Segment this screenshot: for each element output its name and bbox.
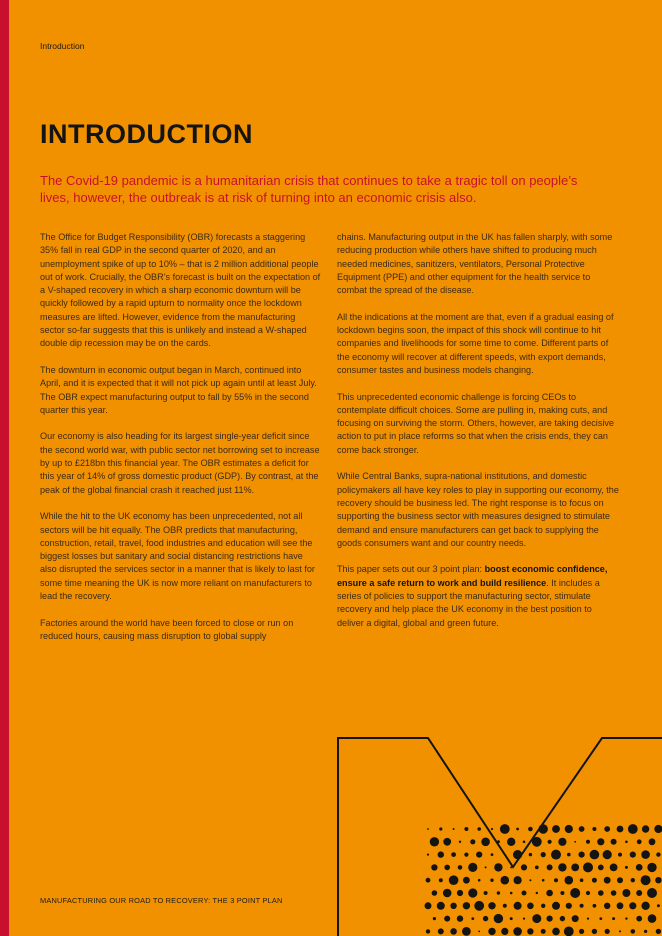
halftone-dot — [481, 838, 490, 847]
halftone-dot — [542, 879, 545, 882]
halftone-dots — [425, 824, 662, 936]
halftone-dot — [485, 866, 487, 868]
halftone-dot — [617, 877, 623, 883]
halftone-dot — [560, 891, 564, 895]
halftone-dot — [546, 890, 553, 897]
body-paragraph: While Central Banks, supra-national institutions, and domestic policymakers all have key roles to play in supporting our economy, the recovery should be business led. The right response is to focus on supporting the business sector with measures designed to stimulate demand and ensure manufacturers can get back to supplying the goods consumers want and our country needs. — [337, 471, 619, 548]
halftone-dot — [631, 929, 636, 934]
halftone-dot — [552, 902, 560, 910]
halftone-dot — [483, 916, 488, 921]
halftone-dot — [625, 917, 627, 919]
halftone-dot — [516, 828, 519, 831]
halftone-dot — [547, 864, 553, 870]
halftone-dot — [484, 891, 488, 895]
halftone-dot — [583, 862, 593, 872]
halftone-dot — [604, 903, 610, 909]
halftone-dot — [541, 852, 546, 857]
halftone-dot — [648, 914, 657, 923]
halftone-dot — [628, 824, 638, 834]
body-paragraph: This unprecedented economic challenge is forcing CEOs to contemplate difficult choices. Some are pulling in, making cuts, and focusing on surviving the storm. Others, however, are taking decisive action to put in place reforms so that when the crisis ends, they can come back stronger. — [337, 391, 614, 455]
halftone-dot — [462, 927, 471, 936]
halftone-dot — [497, 840, 500, 843]
halftone-dot — [579, 826, 585, 832]
halftone-dot — [572, 915, 579, 922]
halftone-dot — [571, 864, 579, 872]
body-paragraph: The Office for Budget Responsibility (OBR) forecasts a staggering 35% fall in real GDP in the second quarter of 2020, and an unemployment spike of up to 10% – that is 2 million additional people out of work. Crucially, the OBR’s forecast is built on the expectation of a V-shaped recovery in which a sharp economic downturn will be quickly followed by a rapid upturn to normality once the lockdown measures are lifted. However, evidence from the manufacturing sector so-far suggests that this is unlikely and instead a W-shaped double dip recession may be on the cards. — [40, 232, 321, 349]
halftone-dot — [490, 879, 493, 882]
halftone-dot — [528, 827, 533, 832]
halftone-dot — [592, 929, 597, 934]
halftone-dot — [604, 877, 611, 884]
halftone-dot — [503, 904, 507, 908]
halftone-dot — [529, 879, 531, 881]
halftone-dot — [604, 826, 610, 832]
halftone-dot — [564, 927, 574, 936]
plan-rest-text: . It includes a series of policies to support the manufacturing sector, stimulate recovery and help place the UK economy in the best position to deliver a digital, global and green future. — [337, 577, 600, 628]
halftone-dot — [514, 902, 522, 910]
halftone-dot — [599, 917, 602, 920]
halftone-dot — [491, 828, 493, 830]
halftone-dot — [647, 888, 657, 898]
halftone-dot — [431, 864, 437, 870]
halftone-dot — [554, 878, 558, 882]
halftone-dot — [618, 853, 622, 857]
halftone-dot — [510, 917, 513, 920]
halftone-dot — [636, 890, 642, 896]
three-point-plan-paragraph — [337, 563, 619, 629]
halftone-dot — [654, 825, 662, 833]
halftone-dot — [507, 838, 515, 846]
halftone-dot — [430, 837, 439, 846]
halftone-dot — [625, 841, 628, 844]
page-title: INTRODUCTION — [40, 119, 253, 149]
halftone-dot — [523, 841, 526, 844]
halftone-dot — [527, 903, 534, 910]
halftone-dot — [504, 854, 506, 856]
halftone-dot — [438, 928, 444, 934]
halftone-dot — [463, 877, 470, 884]
halftone-dot — [527, 928, 533, 934]
halftone-dot — [565, 825, 573, 833]
body-paragraph: Factories around the world have been forced to close or run on reduced hours, causing mass disruption to global supply — [40, 617, 294, 641]
halftone-dot — [470, 839, 475, 844]
page-footer: MANUFACTURING OUR ROAD TO RECOVERY: THE 3 POINT PLAN — [40, 896, 283, 905]
halftone-dot — [586, 840, 590, 844]
halftone-dot — [426, 929, 430, 933]
halftone-dot — [425, 902, 432, 909]
halftone-dot — [478, 879, 481, 882]
halftone-dot — [657, 904, 660, 907]
halftone-dot — [552, 928, 560, 936]
halftone-dot — [478, 931, 480, 933]
halftone-dot — [514, 876, 522, 884]
halftone-dot — [566, 903, 572, 909]
halftone-dot — [477, 827, 481, 831]
halftone-dot — [641, 902, 649, 910]
halftone-dot — [439, 827, 442, 830]
plan-intro-text: This paper sets out our 3 point plan: — [337, 564, 485, 575]
halftone-dot — [439, 878, 443, 882]
halftone-dot — [558, 838, 566, 846]
halftone-dot — [450, 903, 456, 909]
halftone-dot — [464, 853, 468, 857]
halftone-dot — [570, 888, 580, 898]
halftone-dot — [592, 827, 596, 831]
halftone-dot — [617, 902, 624, 909]
halftone-dot — [630, 852, 636, 858]
halftone-dot — [636, 864, 643, 871]
halftone-dot — [611, 890, 617, 896]
halftone-dot — [488, 902, 495, 909]
halftone-dot — [629, 902, 636, 909]
halftone-dot — [427, 828, 429, 830]
halftone-dot — [433, 917, 436, 920]
halftone-dot — [565, 876, 574, 885]
halftone-dot — [523, 918, 525, 920]
halftone-dot — [637, 839, 642, 844]
halftone-dot — [476, 852, 482, 858]
halftone-dot — [617, 826, 624, 833]
halftone-dot — [468, 863, 477, 872]
halftone-dot — [464, 827, 468, 831]
body-paragraph: While the hit to the UK economy has been unprecedented, not all sectors will be hit equally. The OBR predicts that manufacturing, construction, retail, travel, food industries and education will see the biggest losses but sanitary and social distancing restrictions have also disrupted the services sector in a manner that is likely to last for some time meaning the UK is now more reliant on manufacturers to lead the recovery. — [40, 511, 315, 602]
halftone-dot — [641, 875, 651, 885]
halftone-dot — [593, 904, 597, 908]
halftone-dot — [497, 891, 500, 894]
left-accent-bar — [0, 0, 9, 936]
halftone-dot — [532, 914, 541, 923]
halftone-dot — [644, 930, 647, 933]
halftone-dot — [450, 928, 457, 935]
halftone-dot — [536, 892, 538, 894]
halftone-dot — [510, 866, 512, 868]
halftone-dot — [426, 878, 431, 883]
halftone-dot — [622, 889, 630, 897]
halftone-dot — [625, 866, 628, 869]
halftone-dot — [437, 902, 445, 910]
halftone-dot — [513, 850, 522, 859]
halftone-dot — [610, 864, 618, 872]
halftone-dot — [427, 854, 429, 856]
halftone-dot — [567, 853, 571, 857]
halftone-dot — [529, 853, 532, 856]
halftone-dot — [560, 916, 565, 921]
halftone-dot — [603, 850, 612, 859]
halftone-dot — [501, 928, 508, 935]
halftone-dot — [522, 891, 527, 896]
halftone-dot — [541, 929, 546, 934]
halftone-dot — [513, 927, 522, 936]
halftone-dot — [547, 916, 553, 922]
halftone-dot — [656, 929, 661, 934]
halftone-dot — [494, 863, 502, 871]
halftone-dot — [500, 824, 510, 834]
halftone-dot — [605, 929, 610, 934]
halftone-dot — [611, 839, 617, 845]
m-logo-outline — [338, 738, 662, 936]
halftone-dot — [597, 838, 604, 845]
halftone-dot — [579, 929, 584, 934]
left-column — [40, 231, 322, 657]
halftone-dot — [649, 838, 656, 845]
halftone-dot — [458, 865, 463, 870]
halftone-dot — [451, 852, 456, 857]
halftone-dot — [474, 901, 484, 911]
halftone-dot — [656, 852, 660, 856]
running-header: Introduction — [40, 41, 85, 51]
halftone-dot — [551, 850, 561, 860]
halftone-dot — [459, 841, 461, 843]
halftone-dot — [444, 916, 450, 922]
halftone-dot — [647, 863, 656, 872]
halftone-dot — [580, 904, 584, 908]
halftone-dot — [535, 866, 539, 870]
halftone-dot — [532, 837, 542, 847]
lead-paragraph: The Covid-19 pandemic is a humanitarian crisis that continues to take a tragic toll on people’s lives, however, the outbreak is at risk of turning into an economic crisis also. — [40, 173, 578, 205]
halftone-dot — [491, 853, 494, 856]
halftone-dot — [631, 878, 635, 882]
halftone-dot — [443, 889, 452, 898]
halftone-dot — [574, 841, 576, 843]
halftone-dot — [438, 851, 444, 857]
halftone-dot — [432, 890, 438, 896]
m-logo-decoration — [330, 730, 662, 936]
halftone-dot — [592, 878, 597, 883]
halftone-dot — [641, 850, 650, 859]
halftone-dot — [552, 825, 560, 833]
halftone-dot — [587, 918, 589, 920]
halftone-dot — [463, 902, 470, 909]
halftone-dot — [444, 865, 450, 871]
halftone-dot — [471, 917, 474, 920]
halftone-dot — [457, 890, 463, 896]
halftone-dot — [494, 914, 503, 923]
body-paragraph: Our economy is also heading for its largest single-year deficit since the second world war, with public sector net borrowing set to increase by up to £218bn this financial year. The OBR estimates a deficit for this year of 14% of gross domestic product (GDP). By contrast, at the peak of the global financial crash it reached just 11%. — [40, 431, 320, 495]
plan-highlight-text: boost economic confidence, ensure a safe return to work and build resilience — [337, 564, 608, 588]
halftone-dot — [501, 876, 510, 885]
halftone-dot — [468, 888, 477, 897]
halftone-dot — [598, 890, 604, 896]
halftone-dot — [449, 875, 459, 885]
halftone-dot — [558, 863, 566, 871]
halftone-dot — [579, 852, 585, 858]
halftone-dot — [453, 828, 455, 830]
halftone-dot — [636, 916, 642, 922]
halftone-dot — [548, 840, 552, 844]
halftone-dot — [619, 930, 621, 932]
body-paragraph: All the indications at the moment are that, even if a gradual easing of lockdown begins soon, the impact of this shock will continue to hit companies and livelihoods for some time to come. Different parts of the economy will recover at different speeds, with export demands, consumer tastes and business models changing. — [337, 311, 614, 375]
halftone-dot — [598, 865, 604, 871]
right-column — [337, 231, 619, 643]
halftone-dot — [541, 904, 545, 908]
body-paragraph: The downturn in economic output began in March, continued into April, and it is expected that it will not pick up again until at least July. The OBR expect manufacturing output to fall by 55% in the second quarter this year. — [40, 364, 317, 415]
halftone-dot — [655, 877, 661, 883]
body-paragraph: chains. Manufacturing output in the UK has fallen sharply, with some reducing production while others have shifted to producing much needed medicines, sanitizers, ventilators, Personal Protective Equipment (PPE) and other equipment for the health service to combat the spread of the disease. — [337, 232, 613, 296]
halftone-dot — [443, 838, 451, 846]
halftone-dot — [457, 915, 463, 921]
halftone-dot — [612, 917, 615, 920]
halftone-dot — [539, 824, 548, 833]
halftone-dot — [590, 850, 600, 860]
halftone-dot — [521, 864, 527, 870]
halftone-dot — [580, 878, 584, 882]
halftone-dot — [488, 928, 495, 935]
halftone-dot — [586, 891, 590, 895]
halftone-dot — [510, 892, 513, 895]
halftone-dot — [642, 825, 649, 832]
